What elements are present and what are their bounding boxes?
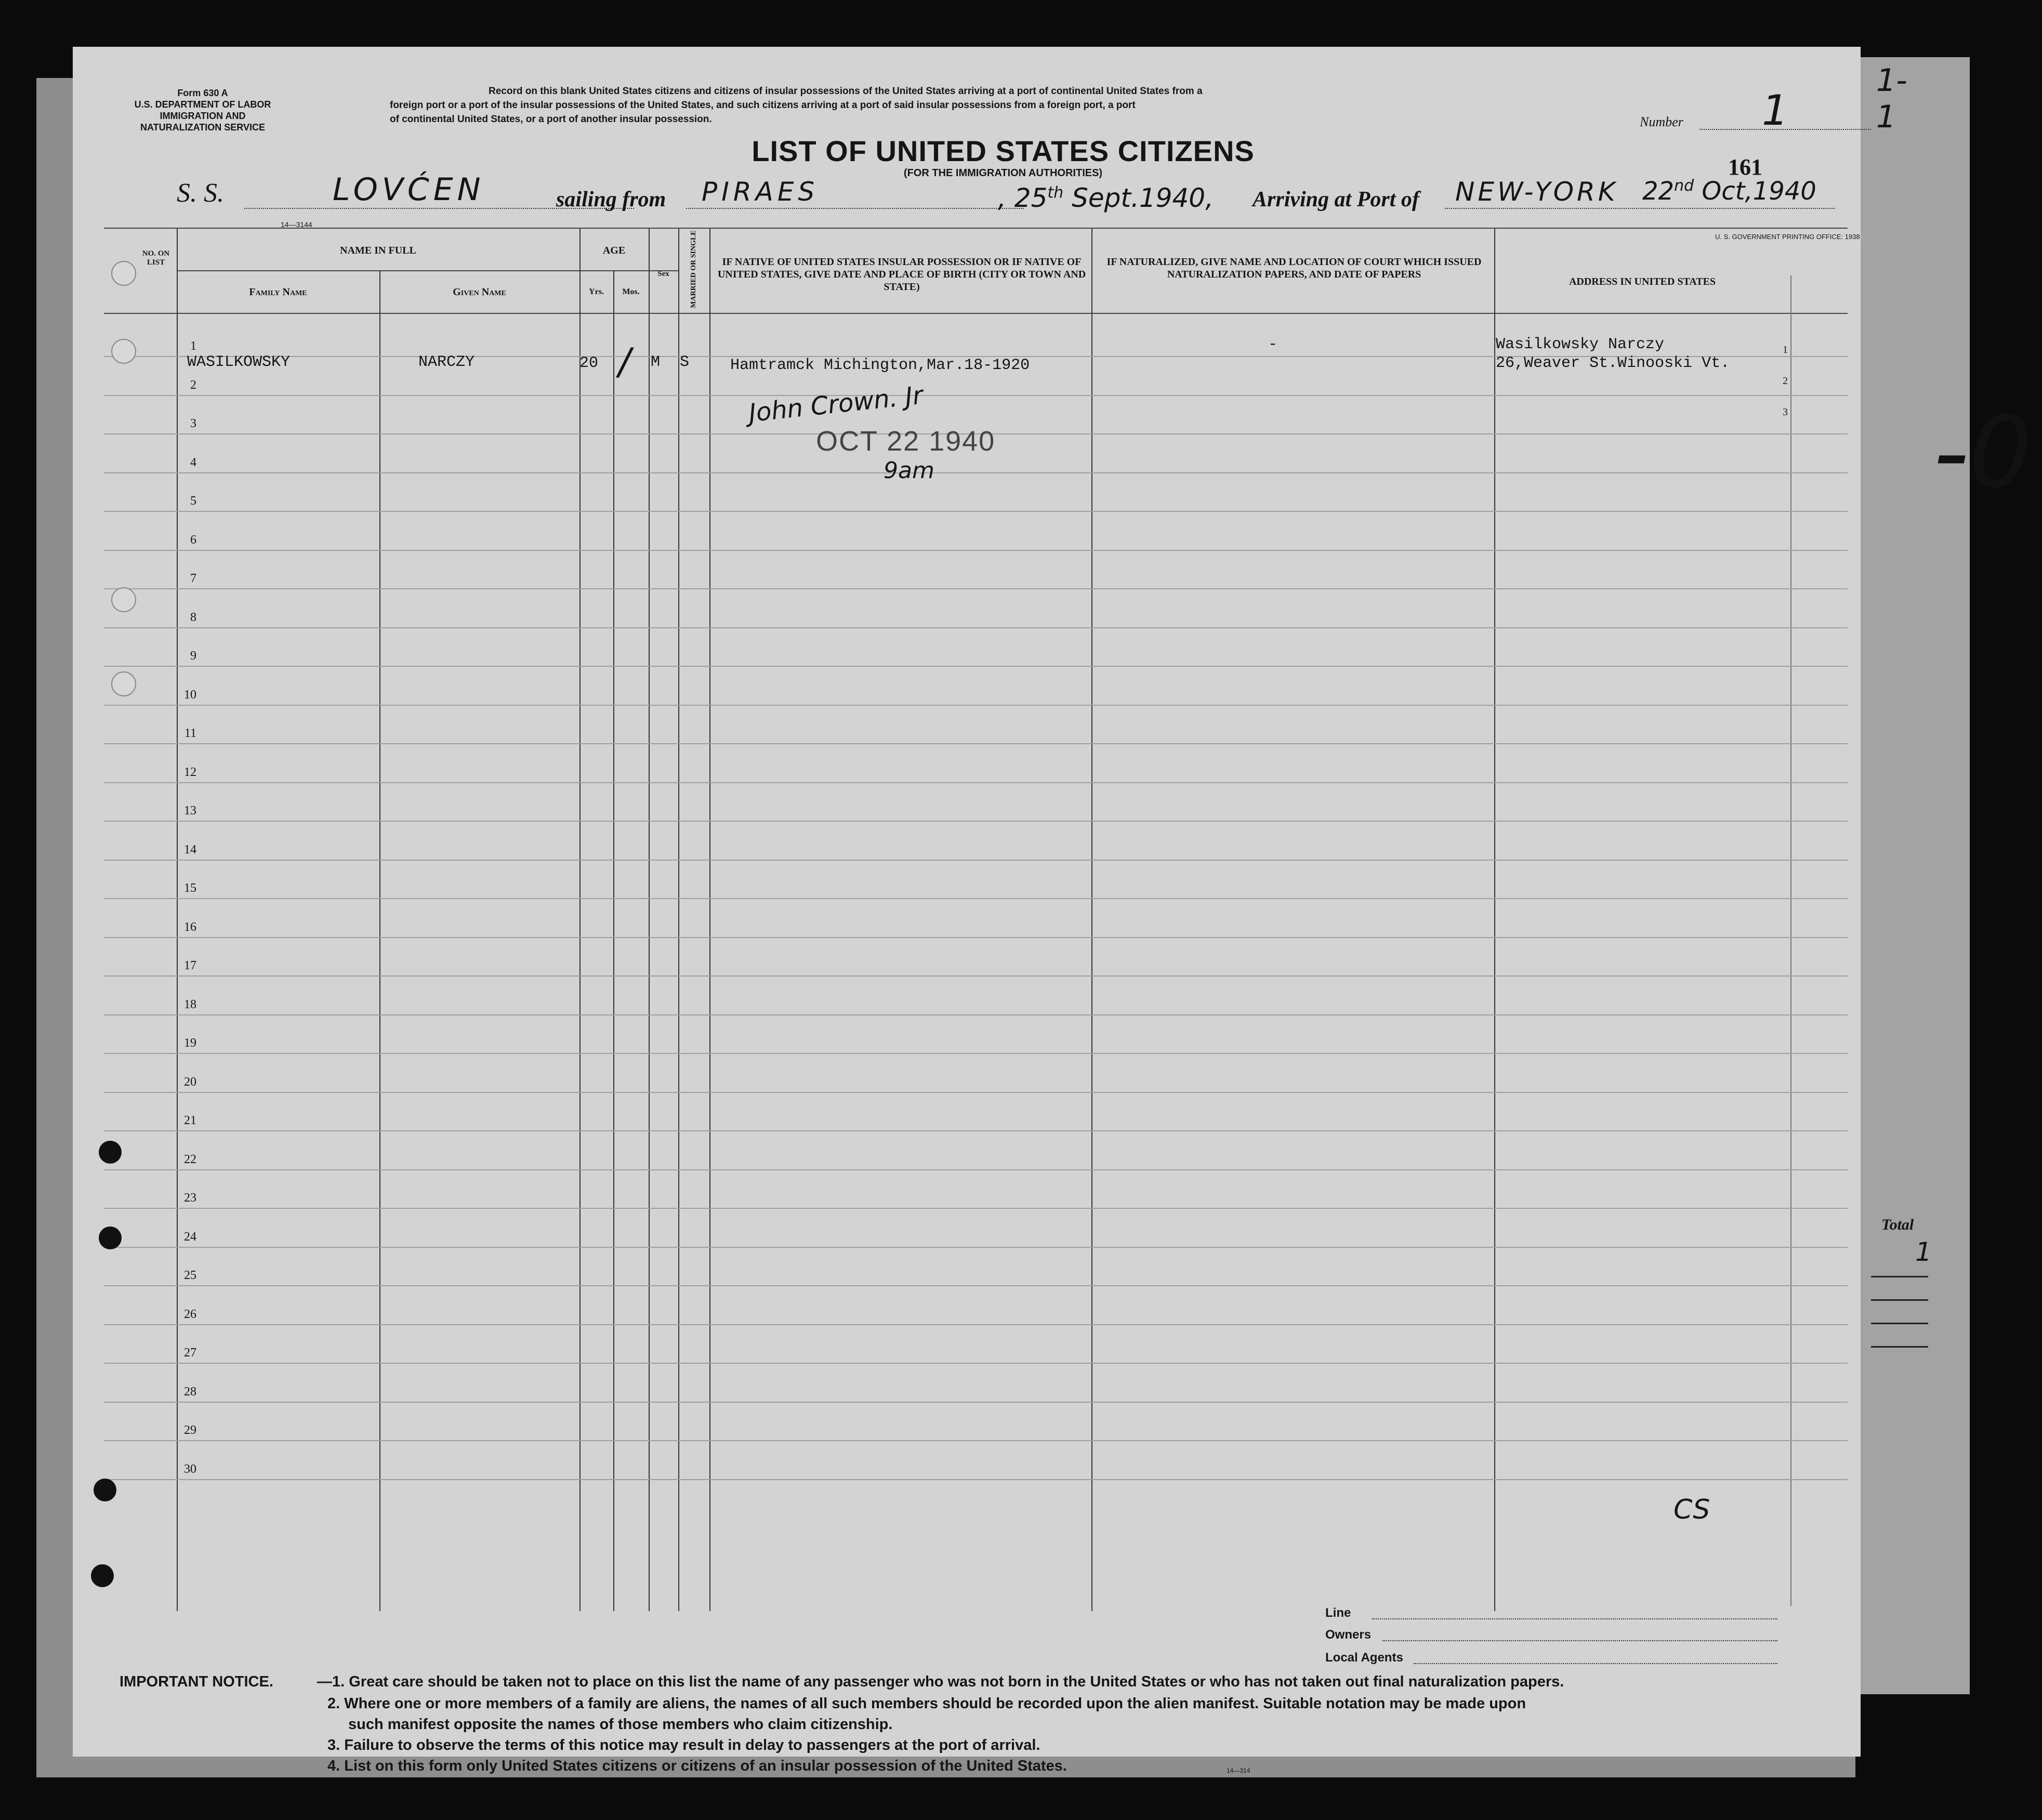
print-code-bottom: 14—314 <box>1227 1767 1250 1774</box>
table-row-line <box>104 1014 1848 1015</box>
header-no: NO. ON LIST <box>142 249 170 267</box>
total-line-4 <box>1871 1346 1928 1348</box>
table-row-line <box>104 588 1848 589</box>
margin-mark-3: 3 <box>1783 406 1788 418</box>
punch-hole <box>91 1564 114 1587</box>
table-row-line <box>104 821 1848 822</box>
table-row-line <box>104 860 1848 861</box>
record-text-1: Record on this blank United States citizens and citizens of insular possessions of the United States arriving at a port of continental United States from a <box>489 86 1203 97</box>
ship-name: LOVĆEN <box>333 172 485 208</box>
row-number: 15 <box>184 881 196 895</box>
stamp-time: 9am <box>884 457 934 484</box>
line-field <box>1372 1618 1777 1619</box>
page-subtitle: (FOR THE IMMIGRATION AUTHORITIES) <box>903 167 1103 179</box>
row-number: 9 <box>190 649 196 663</box>
arrival-port: NEW-YORK <box>1455 177 1618 207</box>
row-number: 28 <box>184 1384 196 1399</box>
entry-given-name: NARCZY <box>418 353 475 371</box>
background-sheet-right <box>1850 57 1970 1694</box>
notice-item-3: 3. Failure to observe the terms of this notice may result in delay to passengers at the port of arrival. <box>327 1737 1040 1753</box>
row-number: 30 <box>184 1462 196 1476</box>
ss-label: S. S. <box>177 178 224 208</box>
department-block <box>114 87 291 133</box>
row-number: 11 <box>184 727 196 740</box>
table-top-border <box>104 228 1848 229</box>
punch-hole <box>111 587 136 612</box>
table-row-line <box>104 1169 1848 1170</box>
table-row-line <box>104 1324 1848 1325</box>
arrival-field-line <box>1445 208 1835 209</box>
row-number: 2 <box>190 378 196 392</box>
arrival-day-suffix: nd <box>1674 177 1694 195</box>
table-row-line <box>104 511 1848 512</box>
row-number: 21 <box>184 1114 196 1127</box>
table-row-line <box>104 1247 1848 1248</box>
corner-mark: 1-1 <box>1876 62 1907 135</box>
depart-day: 25 <box>1014 183 1048 213</box>
header-age: AGE <box>602 245 626 256</box>
record-text-3: of continental United States, or a port of another insular possession. <box>390 114 712 125</box>
sailing-port: PIRAES <box>702 177 819 207</box>
header-naturalized: IF NATURALIZED, GIVE NAME AND LOCATION OF COURT WHICH ISSUED NATURALIZATION PAPERS, AND DATE OF PAPERS <box>1106 256 1482 280</box>
table-row-line <box>104 1363 1848 1364</box>
bottom-mark: CS <box>1674 1494 1710 1525</box>
total-line-2 <box>1871 1299 1928 1301</box>
header-married: MARRIED OR SINGLE <box>690 230 697 308</box>
row-number: 16 <box>184 920 196 934</box>
dept-line-2: IMMIGRATION AND <box>160 111 246 121</box>
departure-date: , 25th Sept.1940, <box>998 183 1214 213</box>
col-divider-address-right <box>1790 275 1791 1606</box>
arrival-day: 22 <box>1642 177 1675 206</box>
depart-day-suffix: th <box>1047 183 1064 202</box>
row-number: 1 <box>190 339 196 353</box>
arrival-date: 22nd Oct,1940 <box>1642 177 1816 206</box>
number-value: 1 <box>1762 86 1788 135</box>
dept-line-1: U.S. DEPARTMENT OF LABOR <box>134 99 271 110</box>
sailing-from-label: sailing from <box>556 188 666 212</box>
table-row-line <box>104 627 1848 628</box>
record-instructions <box>390 84 1611 126</box>
row-number: 3 <box>190 417 196 430</box>
total-line-3 <box>1871 1323 1928 1324</box>
punch-hole <box>99 1141 122 1164</box>
table-row-line <box>104 666 1848 667</box>
header-bottom-border <box>104 313 1848 314</box>
number-label: Number <box>1640 114 1683 129</box>
table-row-line <box>104 395 1848 396</box>
depart-month: Sept <box>1072 183 1131 213</box>
row-number: 22 <box>184 1152 196 1166</box>
row-number: 4 <box>190 455 196 469</box>
form-number: Form 630 A <box>177 88 228 98</box>
col-divider-naturalized <box>1494 229 1495 1611</box>
dept-line-3: NATURALIZATION SERVICE <box>140 122 265 133</box>
table-row-line <box>104 743 1848 744</box>
punch-hole <box>94 1479 116 1501</box>
row-number: 8 <box>190 610 196 624</box>
arrival-year: 1940 <box>1753 177 1816 206</box>
row-number: 12 <box>184 765 196 779</box>
row-number: 29 <box>184 1423 196 1437</box>
header-name-in-full: NAME IN FULL <box>340 245 416 256</box>
header-address: ADDRESS IN UNITED STATES <box>1569 276 1716 287</box>
col-divider-yrs <box>613 270 614 1611</box>
header-family-name: Family Name <box>249 286 307 298</box>
agents-label: Local Agents <box>1325 1651 1403 1665</box>
stamp-date: OCT 22 1940 <box>816 426 996 457</box>
col-divider-marital <box>709 229 710 1611</box>
sailing-field-line <box>686 208 1024 209</box>
entry-naturalized: - <box>1268 336 1278 353</box>
header-yrs: Yrs. <box>589 287 604 296</box>
entry-address-line-1: Wasilkowsky Narczy <box>1496 336 1665 353</box>
col-divider-sex <box>678 229 679 1611</box>
row-number: 25 <box>184 1269 196 1282</box>
table-row-line <box>104 898 1848 899</box>
record-text-2: foreign port or a port of the insular possessions of the United States, and such citizens arriving at a port of said insular possessions from a foreign port, a port <box>390 100 1136 111</box>
col-divider-family <box>379 270 380 1611</box>
notice-heading: IMPORTANT NOTICE. <box>120 1673 273 1690</box>
row-number: 5 <box>190 494 196 508</box>
row-number: 10 <box>184 688 196 702</box>
row-number: 23 <box>184 1191 196 1205</box>
total-line-1 <box>1871 1276 1928 1277</box>
table-row-line <box>104 937 1848 938</box>
punch-hole <box>111 339 136 364</box>
entry-address-line-2: 26,Weaver St.Winooski Vt. <box>1496 354 1730 372</box>
row-number: 6 <box>190 533 196 547</box>
row-number: 18 <box>184 997 196 1011</box>
entry-age-mos: / <box>618 340 631 383</box>
table-row-line <box>104 1092 1848 1093</box>
header-mos: Mos. <box>622 287 640 296</box>
row-number: 17 <box>184 959 196 972</box>
row-number: 24 <box>184 1230 196 1244</box>
total-label: Total <box>1881 1216 1914 1233</box>
table-row-line <box>104 1402 1848 1403</box>
manifest-page <box>73 47 1932 1774</box>
table-row-line <box>104 1285 1848 1286</box>
table-row-line <box>104 975 1848 977</box>
row-number: 13 <box>184 804 196 817</box>
margin-mark-1: 1 <box>1783 344 1788 355</box>
col-divider-given <box>579 229 581 1611</box>
table-row-line <box>104 1208 1848 1209</box>
page-title: LIST OF UNITED STATES CITIZENS <box>752 135 1255 167</box>
entry-age-yrs: 20 <box>579 354 599 372</box>
punch-hole <box>111 671 136 696</box>
margin-marks <box>1783 344 1798 438</box>
page-number: 161 <box>1728 154 1762 180</box>
line-label: Line <box>1325 1606 1351 1620</box>
table-row-line <box>104 1130 1848 1131</box>
arrival-month: Oct <box>1702 177 1745 206</box>
punch-hole <box>111 261 136 286</box>
row-number: 27 <box>184 1346 196 1360</box>
table-row-line <box>104 550 1848 551</box>
entry-birth: Hamtramck Michington,Mar.18-1920 <box>730 357 1030 374</box>
arriving-label: Arriving at Port of <box>1253 188 1419 212</box>
header-sex: Sex <box>657 270 669 278</box>
entry-family-name: WASILKOWSKY <box>187 353 291 371</box>
print-code-right: U. S. GOVERNMENT PRINTING OFFICE: 1938 <box>1715 233 1860 241</box>
header-given-name: Given Name <box>453 286 506 298</box>
row-number: 14 <box>184 842 196 856</box>
row-number: 7 <box>190 572 196 585</box>
total-value: 1 <box>1915 1237 1932 1267</box>
stamp-signature: John Crown. Jr <box>747 380 925 428</box>
row-number: 26 <box>184 1307 196 1321</box>
table-row-line <box>104 1053 1848 1054</box>
owners-field <box>1382 1640 1777 1641</box>
table-row-line <box>104 1479 1848 1480</box>
col-divider-native <box>1091 229 1092 1611</box>
header-native: IF NATIVE OF UNITED STATES INSULAR POSSESSION OR IF NATIVE OF UNITED STATES, GIVE DATE AND PLACE OF BIRTH (CITY OR TOWN AND STATE) <box>717 256 1086 293</box>
entry-sex: M <box>651 353 661 371</box>
print-code-left: 14—3144 <box>281 220 312 229</box>
row-number: 20 <box>184 1075 196 1089</box>
owners-label: Owners <box>1325 1628 1372 1642</box>
notice-item-4: 4. List on this form only United States citizens or citizens of an insular possession of the United States. <box>327 1758 1067 1774</box>
notice-item-2b: such manifest opposite the names of those members who claim citizenship. <box>348 1716 893 1733</box>
entry-marital: S <box>680 353 690 371</box>
punch-hole <box>99 1226 122 1249</box>
table-row-line <box>104 1440 1848 1441</box>
notice-item-2a: 2. Where one or more members of a family are aliens, the names of all such members should be recorded upon the alien manifest. Suitable notation may be made upon <box>327 1695 1526 1712</box>
margin-mark-2: 2 <box>1783 375 1788 387</box>
depart-year: 1940 <box>1139 183 1206 213</box>
table-row-line <box>104 705 1848 706</box>
row-number: 19 <box>184 1036 196 1050</box>
agents-field <box>1414 1663 1777 1664</box>
table-row-line <box>104 782 1848 783</box>
notice-item-1: —1. Great care should be taken not to place on this list the name of any passenger who was not born in the United States or who has not taken out final naturalization papers. <box>317 1673 1564 1690</box>
background-big-mark: -0 <box>1933 395 2032 510</box>
col-divider-mos <box>649 229 650 1611</box>
table-row-line <box>104 472 1848 473</box>
